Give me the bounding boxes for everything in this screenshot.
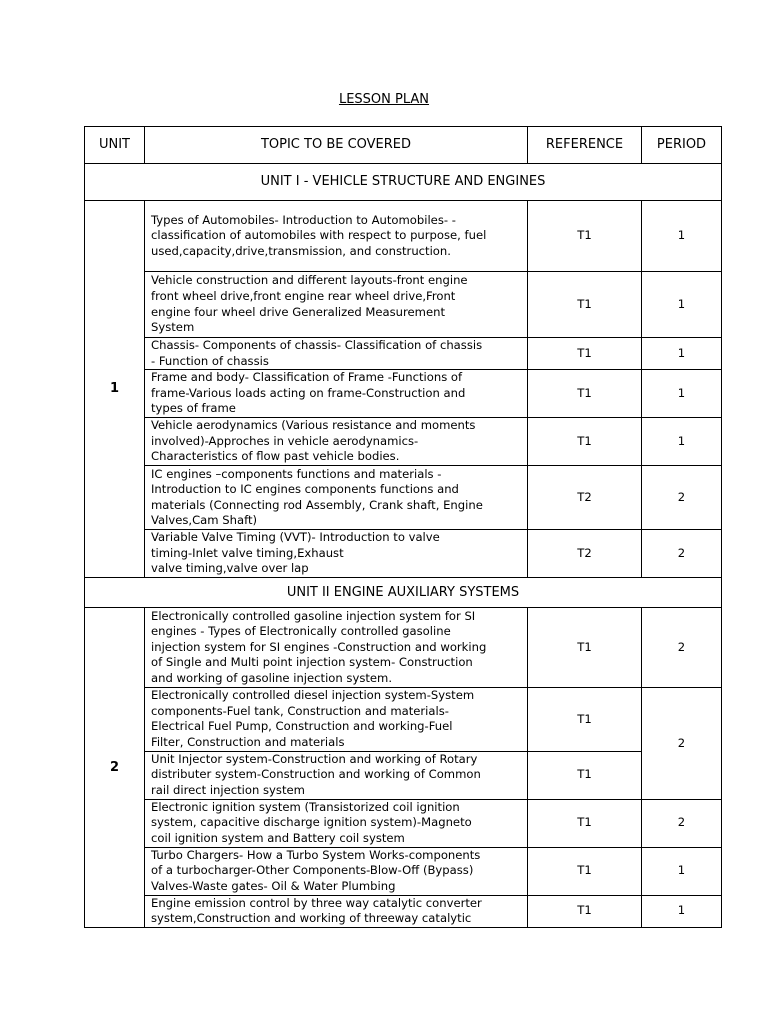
- topic-cell: IC engines –components functions and materials - Introduction to IC engines components functions and materials (Connecting rod Assembly, Crank shaft, Engine Valves,Cam Shaft): [145, 466, 528, 530]
- unit-2-number: 2: [85, 608, 145, 928]
- topic-cell: Electronically controlled diesel injection system-System components-Fuel tank, Construction and materials- Electrical Fuel Pump, Construction and working-Fuel Filter, Construction and materials: [145, 688, 528, 751]
- table-row: [85, 751, 722, 799]
- topic-cell: Engine emission control by three way catalytic converter system,Construction and working of threeway catalytic: [145, 895, 528, 927]
- header-period: PERIOD: [642, 127, 722, 164]
- topic-cell: Chassis- Components of chassis- Classification of chassis - Function of chassis: [145, 338, 528, 370]
- reference-cell: T1: [528, 895, 642, 927]
- unit-1-title: UNIT I - VEHICLE STRUCTURE AND ENGINES: [85, 164, 722, 201]
- topic-cell: Turbo Chargers- How a Turbo System Works-components of a turbocharger-Other Components-Blow-Off (Bypass) Valves-Waste gates- Oil & Water Plumbing: [145, 847, 528, 895]
- reference-cell: T2: [528, 530, 642, 578]
- period-cell: 1: [642, 338, 722, 370]
- topic-cell: Vehicle aerodynamics (Various resistance and moments involved)-Approches in vehicle aerodynamics- Characteristics of flow past vehicle bodies.: [145, 418, 528, 466]
- period-cell: 1: [642, 272, 722, 338]
- topic-cell: Electronically controlled gasoline injection system for SI engines - Types of Electronically controlled gasoline injection system for SI engines -Construction and working of Single and Multi point injection system- Construction and working of gasoline injection system.: [145, 608, 528, 688]
- period-cell: 2: [642, 530, 722, 578]
- table-row: [85, 847, 722, 895]
- reference-cell: T1: [528, 272, 642, 338]
- table-row: [85, 895, 722, 927]
- table-row: [85, 370, 722, 418]
- period-cell: 1: [642, 847, 722, 895]
- reference-cell: T1: [528, 847, 642, 895]
- table-row: [85, 201, 722, 272]
- table-row: [85, 799, 722, 847]
- reference-cell: T1: [528, 688, 642, 751]
- topic-cell: Variable Valve Timing (VVT)- Introduction to valve timing-Inlet valve timing,Exhaust valve timing,valve over lap: [145, 530, 528, 578]
- header-row: [85, 127, 722, 164]
- unit-2-title: UNIT II ENGINE AUXILIARY SYSTEMS: [85, 578, 722, 608]
- unit-title-row: [85, 164, 722, 201]
- reference-cell: T1: [528, 799, 642, 847]
- lesson-plan-table: [84, 126, 722, 928]
- table-row: [85, 688, 722, 751]
- period-cell: 2: [642, 466, 722, 530]
- table-row: [85, 530, 722, 578]
- table-row: [85, 466, 722, 530]
- header-topic: TOPIC TO BE COVERED: [145, 127, 528, 164]
- period-cell: 2: [642, 688, 722, 799]
- table-row: [85, 418, 722, 466]
- period-cell: 1: [642, 370, 722, 418]
- topic-cell: Vehicle construction and different layouts-front engine front wheel drive,front engine rear wheel drive,Front engine four wheel drive Generalized Measurement System: [145, 272, 528, 338]
- table-row: [85, 272, 722, 338]
- unit-1-number: 1: [85, 201, 145, 578]
- reference-cell: T1: [528, 418, 642, 466]
- topic-cell: Unit Injector system-Construction and working of Rotary distributer system-Construction and working of Common rail direct injection system: [145, 751, 528, 799]
- topic-cell: Frame and body- Classification of Frame -Functions of frame-Various loads acting on frame-Construction and types of frame: [145, 370, 528, 418]
- document-title: LESSON PLAN: [338, 92, 430, 107]
- reference-cell: T1: [528, 751, 642, 799]
- reference-cell: T1: [528, 608, 642, 688]
- reference-cell: T2: [528, 466, 642, 530]
- topic-cell: Types of Automobiles- Introduction to Automobiles- - classification of automobiles with respect to purpose, fuel used,capacity,drive,transmission, and construction.: [145, 201, 528, 272]
- period-cell: 1: [642, 895, 722, 927]
- table-row: [85, 338, 722, 370]
- period-cell: 2: [642, 799, 722, 847]
- period-cell: 1: [642, 418, 722, 466]
- reference-cell: T1: [528, 338, 642, 370]
- unit-title-row: [85, 578, 722, 608]
- period-cell: 1: [642, 201, 722, 272]
- table-row: [85, 608, 722, 688]
- reference-cell: T1: [528, 201, 642, 272]
- header-reference: REFERENCE: [528, 127, 642, 164]
- topic-cell: Electronic ignition system (Transistorized coil ignition system, capacitive discharge ignition system)-Magneto coil ignition system and Battery coil system: [145, 799, 528, 847]
- period-cell: 2: [642, 608, 722, 688]
- reference-cell: T1: [528, 370, 642, 418]
- header-unit: UNIT: [85, 127, 145, 164]
